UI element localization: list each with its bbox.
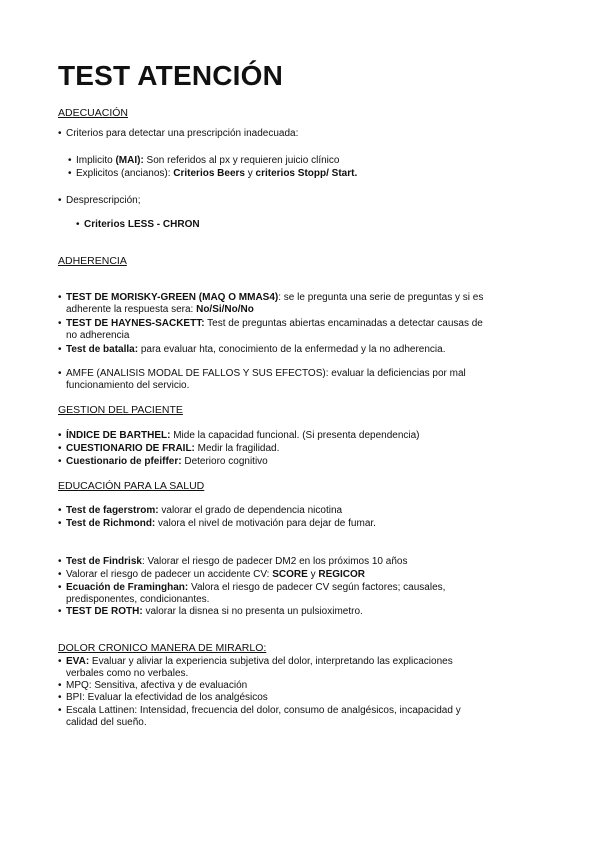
list-item: • EVA: Evaluar y aliviar la experiencia subjetiva del dolor, interpretando las explicaciones verbales como no verbales. bbox=[58, 656, 453, 679]
list-item: • TEST DE HAYNES-SACKETT: Test de preguntas abiertas encaminadas a detectar causas de no adherencia bbox=[58, 318, 483, 341]
section-heading-educacion: EDUCACIÓN PARA LA SALUD bbox=[58, 480, 205, 492]
list-item: • ÍNDICE DE BARTHEL: Mide la capacidad funcional. (Si presenta dependencia) bbox=[58, 430, 420, 441]
list-item: • AMFE (ANALISIS MODAL DE FALLOS Y SUS EFECTOS): evaluar la deficiencias por mal funcionamiento del servicio. bbox=[58, 368, 466, 391]
list-item: • TEST DE MORISKY-GREEN (MAQ O MMAS4): se le pregunta una serie de preguntas y si es adherente la respuesta sera: No/Si/No/No bbox=[58, 292, 484, 315]
list-item: • Valorar el riesgo de padecer un accidente CV: SCORE y REGICOR bbox=[58, 569, 366, 580]
list-item: • Explicitos (ancianos): Criterios Beers y criterios Stopp/ Start. bbox=[68, 168, 358, 179]
list-item: • Escala Lattinen: Intensidad, frecuencia del dolor, consumo de analgésicos, incapacidad y calidad del sueño. bbox=[58, 705, 461, 728]
list-item: • Desprescripción; bbox=[58, 195, 141, 206]
section-heading-dolor: DOLOR CRONICO MANERA DE MIRARLO: bbox=[58, 642, 267, 654]
list-item: • Test de Findrisk: Valorar el riesgo de padecer DM2 en los próximos 10 años bbox=[58, 556, 408, 567]
section-heading-adherencia: ADHERENCIA bbox=[58, 255, 127, 267]
list-item: • TEST DE ROTH: valorar la disnea si no presenta un pulsioximetro. bbox=[58, 606, 363, 617]
list-item: • Criterios LESS - CHRON bbox=[76, 219, 200, 230]
list-item: • Ecuación de Framinghan: Valora el riesgo de padecer CV según factores; causales, predisponentes, condicionantes. bbox=[58, 582, 446, 605]
section-heading-gestion: GESTION DEL PACIENTE bbox=[58, 404, 183, 416]
list-item: • Test de fagerstrom: valorar el grado de dependencia nicotina bbox=[58, 505, 343, 516]
list-item: • Test de batalla: para evaluar hta, conocimiento de la enfermedad y la no adherencia. bbox=[58, 344, 446, 355]
page-title: TEST ATENCIÓN bbox=[58, 60, 284, 91]
list-item: • CUESTIONARIO DE FRAIL: Medir la fragilidad. bbox=[58, 443, 280, 454]
list-item: • Implicito (MAI): Son referidos al px y requieren juicio clínico bbox=[68, 155, 340, 166]
list-item: • Cuestionario de pfeiffer: Deterioro cognitivo bbox=[58, 456, 268, 467]
section-heading-adecuacion: ADECUACIÓN bbox=[58, 107, 129, 119]
list-item: • MPQ: Sensitiva, afectiva y de evaluación bbox=[58, 680, 248, 691]
list-item: • BPI: Evaluar la efectividad de los analgésicos bbox=[58, 692, 268, 703]
list-item: • Criterios para detectar una prescripción inadecuada: bbox=[58, 128, 299, 139]
list-item: • Test de Richmond: valora el nivel de motivación para dejar de fumar. bbox=[58, 518, 376, 529]
